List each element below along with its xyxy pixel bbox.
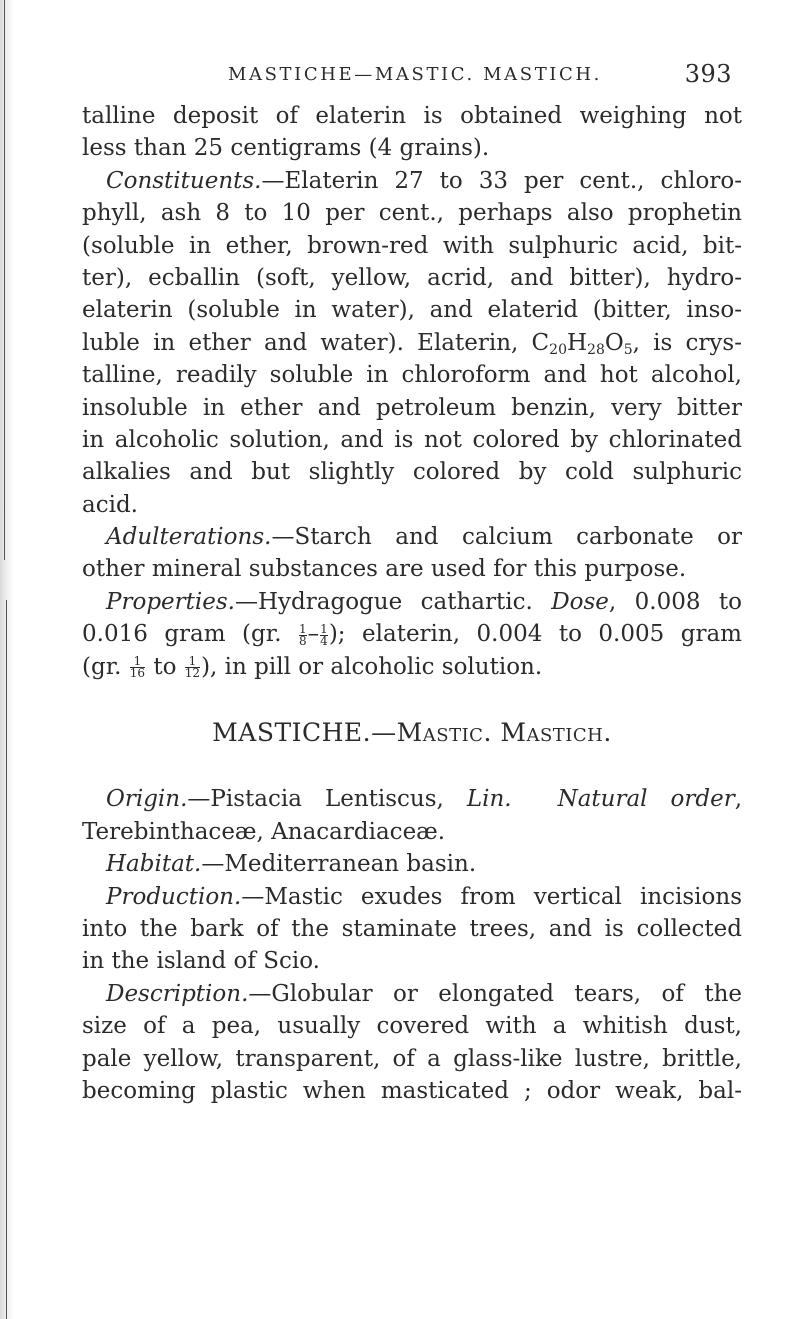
properties-label: Properties. xyxy=(106,588,235,615)
fraction: $\frac{1}{16}$ xyxy=(129,654,146,681)
running-title: MASTICHE—MASTIC. MASTICH. xyxy=(228,64,603,85)
text-line: in the island of Scio. xyxy=(82,948,320,975)
text-line: size of a pea, usually covered with a whitish dust, xyxy=(82,1013,742,1040)
text-line: (soluble in ether, brown-red with sulphuric acid, bit- xyxy=(82,232,742,259)
text-line-dose: 0.016 gram (gr. $\frac{1}{8}$ – $\frac{1}{4}$ ); elaterin, 0.004 to 0.005 gram xyxy=(82,621,742,648)
section-title xyxy=(82,717,742,749)
text-line: talline deposit of elaterin is obtained weighing not xyxy=(82,103,742,129)
text-line: Description.—Globular or elongated tears, of the xyxy=(106,980,742,1007)
fraction: $\frac{1}{8}$ xyxy=(299,621,307,648)
text-line: elaterin (soluble in water), and elaterid (bitter, inso- xyxy=(82,297,742,324)
dose-label: Dose xyxy=(551,588,609,615)
book-spine-shadow xyxy=(0,0,14,1319)
fraction: $\frac{1}{12}$ xyxy=(184,654,201,681)
production-label: Production. xyxy=(106,883,242,910)
subscript: 20 xyxy=(549,341,567,358)
page-body xyxy=(82,100,742,1107)
text-line: alkalies and but slightly colored by cold sulphuric xyxy=(82,459,742,486)
section-title-rest: —Mastic. Mastich. xyxy=(371,718,612,748)
paragraph-elaterin-deposit xyxy=(82,100,742,165)
text-line: insoluble in ether and petroleum benzin, very bitter xyxy=(82,394,742,421)
text-line: Origin.—Pistacia Lentiscus, Lin. Natural order, xyxy=(106,786,742,813)
text-line: Production.—Mastic exudes from vertical incisions xyxy=(106,883,742,910)
text-line: Properties.—Hydragogue cathartic. Dose, 0.008 to xyxy=(106,588,742,615)
text-line: other mineral substances are used for this purpose. xyxy=(82,556,687,583)
constituents-label: Constituents. xyxy=(106,167,262,194)
paragraph-description xyxy=(82,978,742,1108)
description-label: Description. xyxy=(106,980,249,1007)
spine-edge-line xyxy=(6,600,7,1319)
text-line: acid. xyxy=(82,491,138,518)
text-line: in alcoholic solution, and is not colored by chlorinated xyxy=(82,426,742,453)
habitat-label: Habitat. xyxy=(106,851,202,878)
text-line: Terebinthaceæ, Anacardiaceæ. xyxy=(82,818,446,845)
text-line: Constituents.—Elaterin 27 to 33 per cent., chloro- xyxy=(106,167,742,194)
text-line-dose: (gr. $\frac{1}{16}$ to $\frac{1}{12}$ ), in pill or alcoholic solution. xyxy=(82,653,543,681)
paragraph-origin xyxy=(82,783,742,848)
paragraph-adulterations xyxy=(82,521,742,586)
running-header xyxy=(228,60,732,88)
text-line: Adulterations.—Starch and calcium carbonate or xyxy=(106,524,742,551)
section-title-main: MASTICHE. xyxy=(212,718,372,748)
text-line: less than 25 centigrams (4 grains). xyxy=(82,135,490,162)
subscript: 5 xyxy=(623,341,633,358)
text-line: phyll, ash 8 to 10 per cent., perhaps also prophetin xyxy=(82,200,742,227)
fraction: $\frac{1}{4}$ xyxy=(320,621,328,648)
text-line: into the bark of the staminate trees, and is collected xyxy=(82,916,742,942)
spine-edge-line xyxy=(4,0,5,560)
text-line: Habitat.—Mediterranean basin. xyxy=(106,851,477,878)
text-line: ter), ecballin (soft, yellow, acrid, and bitter), hydro- xyxy=(82,264,742,291)
paragraph-properties xyxy=(82,586,742,683)
text-line: pale yellow, transparent, of a glass-like lustre, brittle, xyxy=(82,1045,742,1072)
paragraph-production xyxy=(82,881,742,978)
paragraph-habitat xyxy=(82,848,742,880)
text-line-formula: luble in ether and water). Elaterin, $C_{20}H_{28}O_5$, is crys- xyxy=(82,329,742,358)
text-line: talline, readily soluble in chloroform and hot alcohol, xyxy=(82,362,742,389)
origin-label: Origin. xyxy=(106,786,188,813)
text-line: becoming plastic when masticated ; odor weak, bal- xyxy=(82,1077,742,1104)
page-number: 393 xyxy=(684,60,732,88)
paragraph-constituents xyxy=(82,165,742,521)
adulterations-label: Adulterations. xyxy=(106,524,272,551)
subscript: 28 xyxy=(587,341,605,358)
